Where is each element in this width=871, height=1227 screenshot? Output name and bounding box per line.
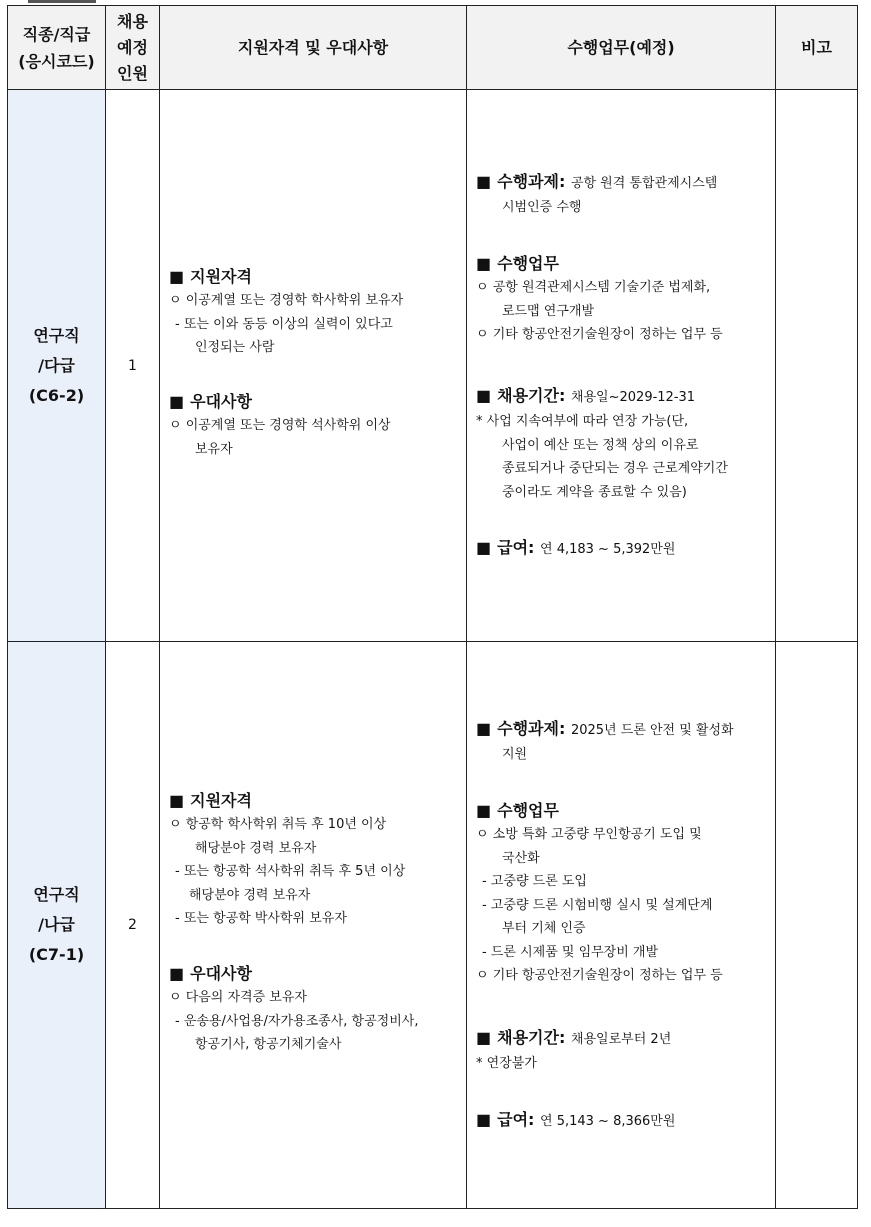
pay-title: 급여: [497, 538, 535, 557]
square-bullet-icon: ■ [169, 964, 185, 983]
table-header-row [8, 6, 858, 90]
qualification-cell [160, 90, 467, 642]
qualification-title: 지원자격 [190, 791, 252, 810]
pay-heading [476, 536, 769, 562]
position-name: 연구직 [33, 325, 80, 345]
list-item: 사업이 예산 또는 정책 상의 이유로 [502, 437, 699, 453]
header-headcount-line3: 인원 [117, 63, 148, 83]
remarks-cell [776, 90, 858, 642]
list-item: 중이라도 계약을 종료할 수 있음) [502, 484, 687, 500]
list-item: - 운송용/사업용/자가용조종사, 항공정비사, [175, 1013, 419, 1029]
qualification-section [169, 265, 460, 360]
pay-value: 연 4,183 ~ 5,392만원 [540, 542, 676, 557]
list-item: ㅇ 다음의 자격증 보유자 [169, 990, 307, 1005]
list-item: 해당분야 경력 보유자 [189, 887, 311, 903]
task-heading [476, 170, 769, 196]
preference-title: 우대사항 [190, 392, 252, 411]
list-item: - 또는 항공학 박사학위 보유자 [175, 911, 347, 926]
duty-title: 수행업무 [497, 254, 559, 273]
table-row [8, 642, 858, 1209]
pay-value: 연 5,143 ~ 8,366만원 [540, 1114, 676, 1129]
position-name: 연구직 [33, 885, 80, 904]
application-code: (C6-2) [28, 385, 85, 405]
pay-title: 급여: [497, 1110, 535, 1129]
square-bullet-icon: ■ [169, 267, 185, 286]
square-bullet-icon: ■ [169, 392, 185, 411]
list-item: ㅇ 이공계열 또는 경영학 학사학위 보유자 [169, 293, 404, 308]
list-item: 인정되는 사람 [195, 340, 275, 355]
list-item: ㅇ 이공계열 또는 경영학 석사학위 이상 [169, 418, 391, 433]
period-heading [476, 384, 769, 410]
header-position-label: 직종/직급 [22, 24, 91, 44]
header-headcount-line1: 채용 [117, 11, 148, 31]
period-title: 채용기간: [497, 386, 566, 405]
task-heading [476, 717, 769, 743]
pay-section [476, 1108, 769, 1134]
list-item: 국산화 [502, 850, 540, 866]
duties-cell [467, 90, 776, 642]
list-item: * 연장불가 [476, 1056, 537, 1071]
square-bullet-icon: ■ [476, 254, 492, 273]
preference-title: 우대사항 [190, 964, 252, 983]
header-code-label: (응시코드) [18, 51, 95, 71]
qualification-cell [160, 642, 467, 1209]
list-item: ㅇ 항공학 학사학위 취득 후 10년 이상 [169, 817, 387, 832]
list-item: - 또는 이와 동등 이상의 실력이 있다고 [175, 316, 393, 332]
square-bullet-icon: ■ [476, 172, 492, 191]
task-text: 공항 원격 통합관제시스템 [570, 176, 718, 191]
duties-cell [467, 642, 776, 1209]
list-item: ㅇ 기타 항공안전기술원장이 정하는 업무 등 [476, 968, 723, 983]
square-bullet-icon: ■ [169, 791, 185, 810]
period-title: 채용기간: [497, 1028, 566, 1047]
qualification-title: 지원자격 [190, 267, 252, 286]
list-item: * 사업 지속여부에 따라 연장 가능(단, [476, 414, 689, 429]
list-item: 항공기사, 항공기체기술사 [195, 1037, 342, 1052]
qualification-heading [169, 789, 460, 813]
recruitment-table [7, 5, 858, 1209]
square-bullet-icon: ■ [476, 386, 492, 405]
list-item: ㅇ 기타 항공안전기술원장이 정하는 업무 등 [476, 327, 723, 342]
pay-section [476, 536, 769, 562]
task-text: 2025년 드론 안전 및 활성화 [570, 723, 734, 738]
qualification-heading [169, 265, 460, 289]
preference-section [169, 390, 460, 461]
qualification-section [169, 789, 460, 931]
list-item: - 고중량 드론 시험비행 실시 및 설계단계 [482, 897, 713, 913]
task-text-cont: 시범인증 수행 [502, 200, 582, 215]
list-item: 보유자 [195, 441, 233, 457]
preference-heading [169, 390, 460, 414]
square-bullet-icon: ■ [476, 538, 492, 557]
list-item: ㅇ 공항 원격관제시스템 기술기준 법제화, [476, 280, 711, 295]
duty-heading [476, 799, 769, 823]
application-code: (C7-1) [28, 945, 85, 964]
header-duties: 수행업무(예정) [467, 6, 776, 90]
duty-heading [476, 252, 769, 276]
list-item: 해당분야 경력 보유자 [195, 840, 317, 856]
square-bullet-icon: ■ [476, 719, 492, 738]
list-item: - 또는 항공학 석사학위 취득 후 5년 이상 [175, 864, 406, 879]
header-remarks: 비고 [776, 6, 858, 90]
list-item: 로드맵 연구개발 [502, 303, 595, 319]
list-item: - 드론 시제품 및 임무장비 개발 [482, 944, 659, 960]
position-code-cell [8, 642, 106, 1209]
period-value: 채용일~2029-12-31 [570, 390, 696, 405]
preference-section [169, 962, 460, 1057]
headcount-cell: 1 [106, 90, 160, 642]
pay-heading [476, 1108, 769, 1134]
header-headcount [106, 6, 160, 90]
list-item: 종료되거나 중단되는 경우 근로계약기간 [502, 461, 728, 476]
list-item: - 고중량 드론 도입 [482, 874, 587, 889]
duty-section [476, 252, 769, 347]
task-text-cont: 지원 [502, 747, 528, 762]
task-title: 수행과제: [497, 719, 566, 738]
period-value: 채용일로부터 2년 [570, 1032, 672, 1047]
task-section [476, 717, 769, 767]
top-decoration-line [28, 0, 96, 3]
position-grade: /다급 [38, 355, 75, 375]
square-bullet-icon: ■ [476, 801, 492, 820]
square-bullet-icon: ■ [476, 1028, 492, 1047]
header-headcount-line2: 예정 [117, 37, 148, 57]
square-bullet-icon: ■ [476, 1110, 492, 1129]
list-item: 부터 기체 인증 [502, 921, 586, 936]
remarks-cell [776, 642, 858, 1209]
list-item: ㅇ 소방 특화 고중량 무인항공기 도입 및 [476, 827, 702, 842]
period-heading [476, 1026, 769, 1052]
position-grade: /나급 [38, 915, 75, 934]
period-section [476, 384, 769, 504]
duty-title: 수행업무 [497, 801, 559, 820]
period-section [476, 1026, 769, 1076]
headcount-cell: 2 [106, 642, 160, 1209]
duty-section [476, 799, 769, 988]
task-title: 수행과제: [497, 172, 566, 191]
task-section [476, 170, 769, 220]
position-code-cell [8, 90, 106, 642]
header-position-code [8, 6, 106, 90]
preference-heading [169, 962, 460, 986]
table-row [8, 90, 858, 642]
header-qualifications: 지원자격 및 우대사항 [160, 6, 467, 90]
